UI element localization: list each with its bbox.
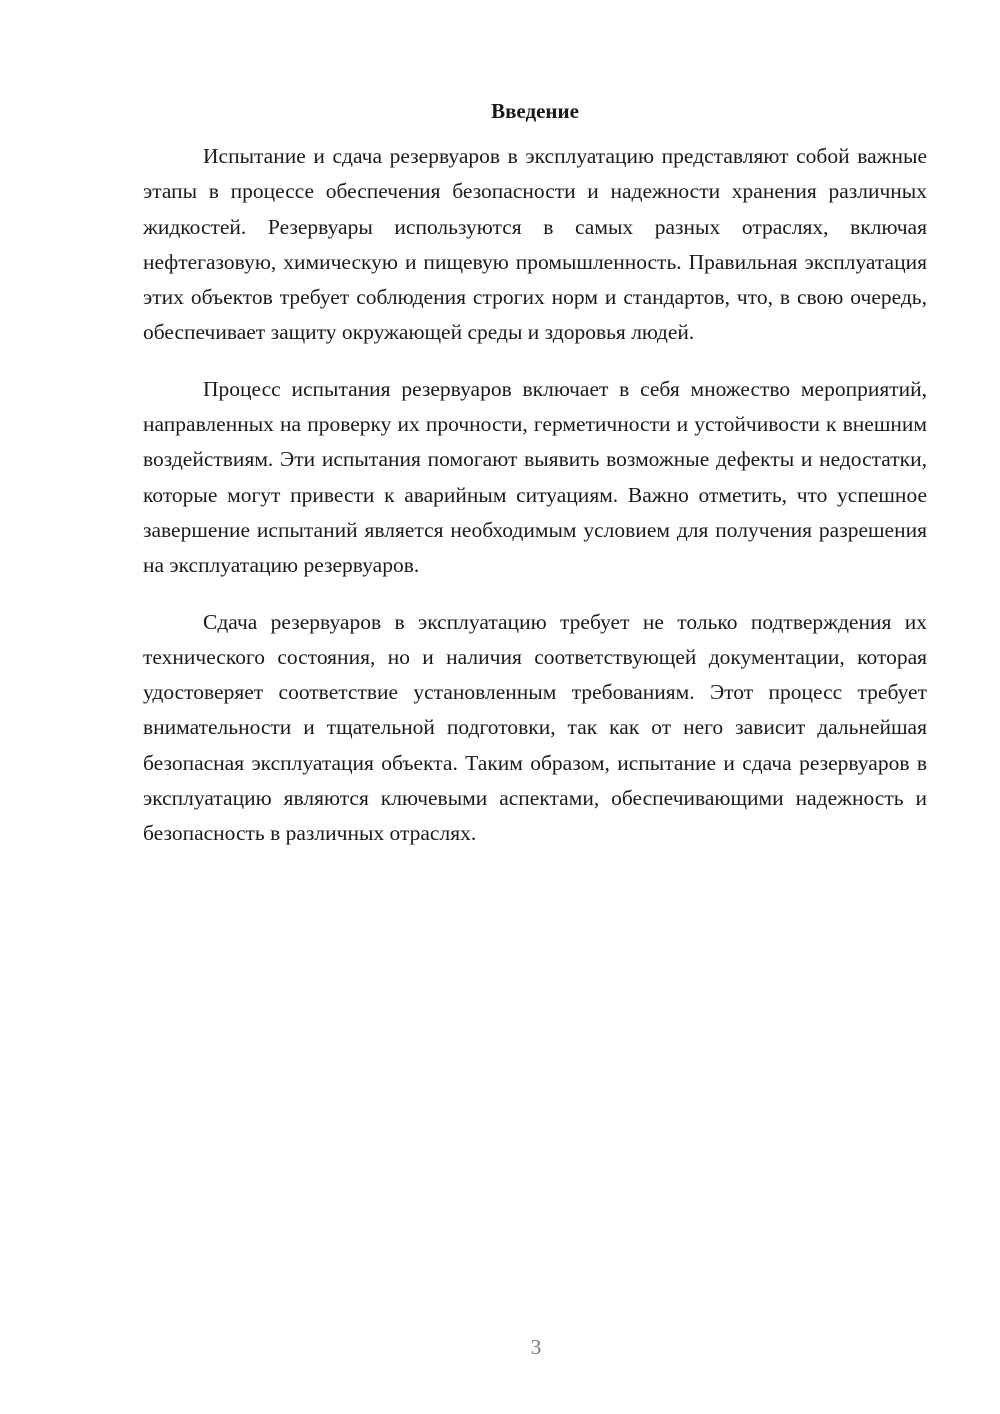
section-heading: Введение <box>491 99 579 123</box>
paragraph-1: Испытание и сдача резервуаров в эксплуатацию представляют собой важные этапы в процессе обеспечения безопасности и надежности хранения различных жидкостей. Резервуары используются в самых разных отраслях, включая нефтегазовую, химическую и пищевую промышленность. Правильная эксплуатация этих объектов требует соблюдения строгих норм и стандартов, что, в свою очередь, обеспечивает защиту окружающей среды и здоровья людей. <box>143 144 927 345</box>
paragraph-2: Процесс испытания резервуаров включает в себя множество мероприятий, направленных на проверку их прочности, герметичности и устойчивости к внешним воздействиям. Эти испытания помогают выявить возможные дефекты и недостатки, которые могут привести к аварийным ситуациям. Важно отметить, что успешное завершение испытаний является необходимым условием для получения разрешения на эксплуатацию резервуаров. <box>143 376 927 578</box>
page-content <box>143 96 927 873</box>
page-number: 3 <box>530 1335 542 1359</box>
paragraph-3: Сдача резервуаров в эксплуатацию требует не только подтверждения их технического состояния, но и наличия соответствующей документации, которая удостоверяет соответствие установленным требованиям. Этот процесс требует внимательности и тщательной подготовки, так как от него зависит дальнейшая безопасная эксплуатация объекта. Таким образом, испытание и сдача резервуаров в эксплуатацию являются ключевыми аспектами, обеспечивающими надежность и безопасность в различных отраслях. <box>143 609 927 846</box>
